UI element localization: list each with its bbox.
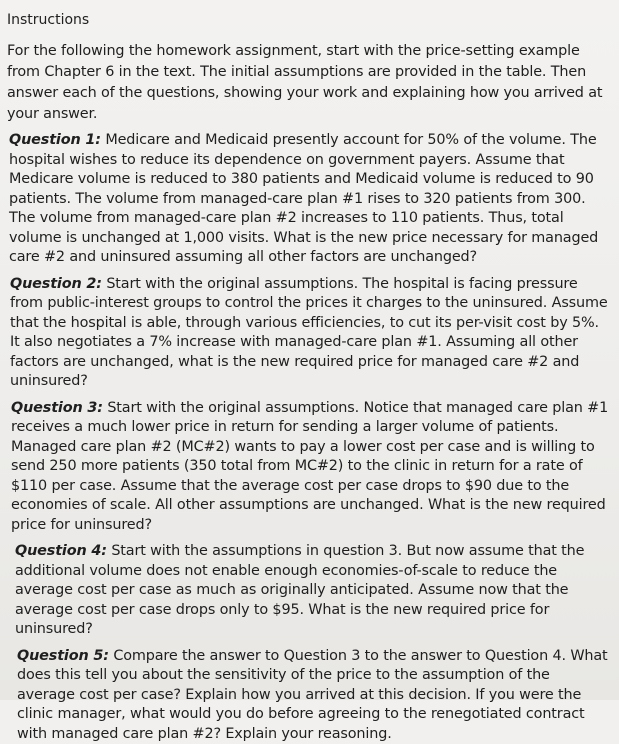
question-3 (7, 399, 609, 536)
question-1 (7, 131, 609, 268)
question-1-text: Medicare and Medicaid presently account for 50% of the volume. The hospital wishes to reduce its dependence on government payers. Assume that Medicare volume is reduced to 380 patients and Medicaid volume is reduced to 90 patients. The volume from managed-care plan #1 rises to 320 patients from 300. The volume from managed-care plan #2 increases to 110 patients. Thus, total volume is unchanged at 1,000 visits. What is the new price necessary for managed care #2 and uninsured assuming all other factors are unchanged? (9, 132, 598, 265)
question-3-label: Question 3: (11, 400, 103, 416)
intro-paragraph: For the following the homework assignment, start with the price-setting example from Chapter 6 in the text. The initial assumptions are provided in the table. Then answer each of the questions, showing your work and explaining how you arrived at your answer. (7, 41, 609, 125)
question-5-text: Compare the answer to Question 3 to the answer to Question 4. What does this tell you about the sensitivity of the price to the assumption of the average cost per case? Explain how you arrived at this decision. If you were the clinic manager, what would you do before agreeing to the renegotiated contract with managed care plan #2? Explain your reasoning. (17, 648, 608, 742)
question-2-label: Question 2: (10, 276, 102, 292)
question-3-text: Start with the original assumptions. Notice that managed care plan #1 receives a much lower price in return for sending a larger volume of patients. Managed care plan #2 (MC#2) wants to pay a lower cost per case and is willing to send 250 more patients (350 total from MC#2) to the clinic in return for a rate of $110 per case. Assume that the average cost per case drops to $90 due to the economies of scale. All other assumptions are unchanged. What is the new required price for uninsured? (11, 400, 608, 533)
question-2 (7, 275, 609, 392)
question-4 (7, 542, 609, 640)
question-1-label: Question 1: (9, 132, 101, 148)
question-2-text: Start with the original assumptions. The hospital is facing pressure from public-interest groups to control the prices it charges to the uninsured. Assume that the hospital is able, through various efficiencies, to cut its per-visit cost by 5%. It also negotiates a 7% increase with managed-care plan #1. Assuming all other factors are unchanged, what is the new required price for managed care #2 and uninsured? (10, 276, 608, 390)
question-4-text: Start with the assumptions in question 3. But now assume that the additional volume does not enable enough economies-of-scale to reduce the average cost per case as much as originally anticipated. Assume now that the average cost per case drops only to $95. What is the new required price for uninsured? (15, 543, 584, 637)
question-5 (7, 647, 609, 744)
question-5-label: Question 5: (17, 648, 109, 664)
question-4-label: Question 4: (15, 543, 107, 559)
instructions-heading: Instructions (7, 11, 609, 29)
